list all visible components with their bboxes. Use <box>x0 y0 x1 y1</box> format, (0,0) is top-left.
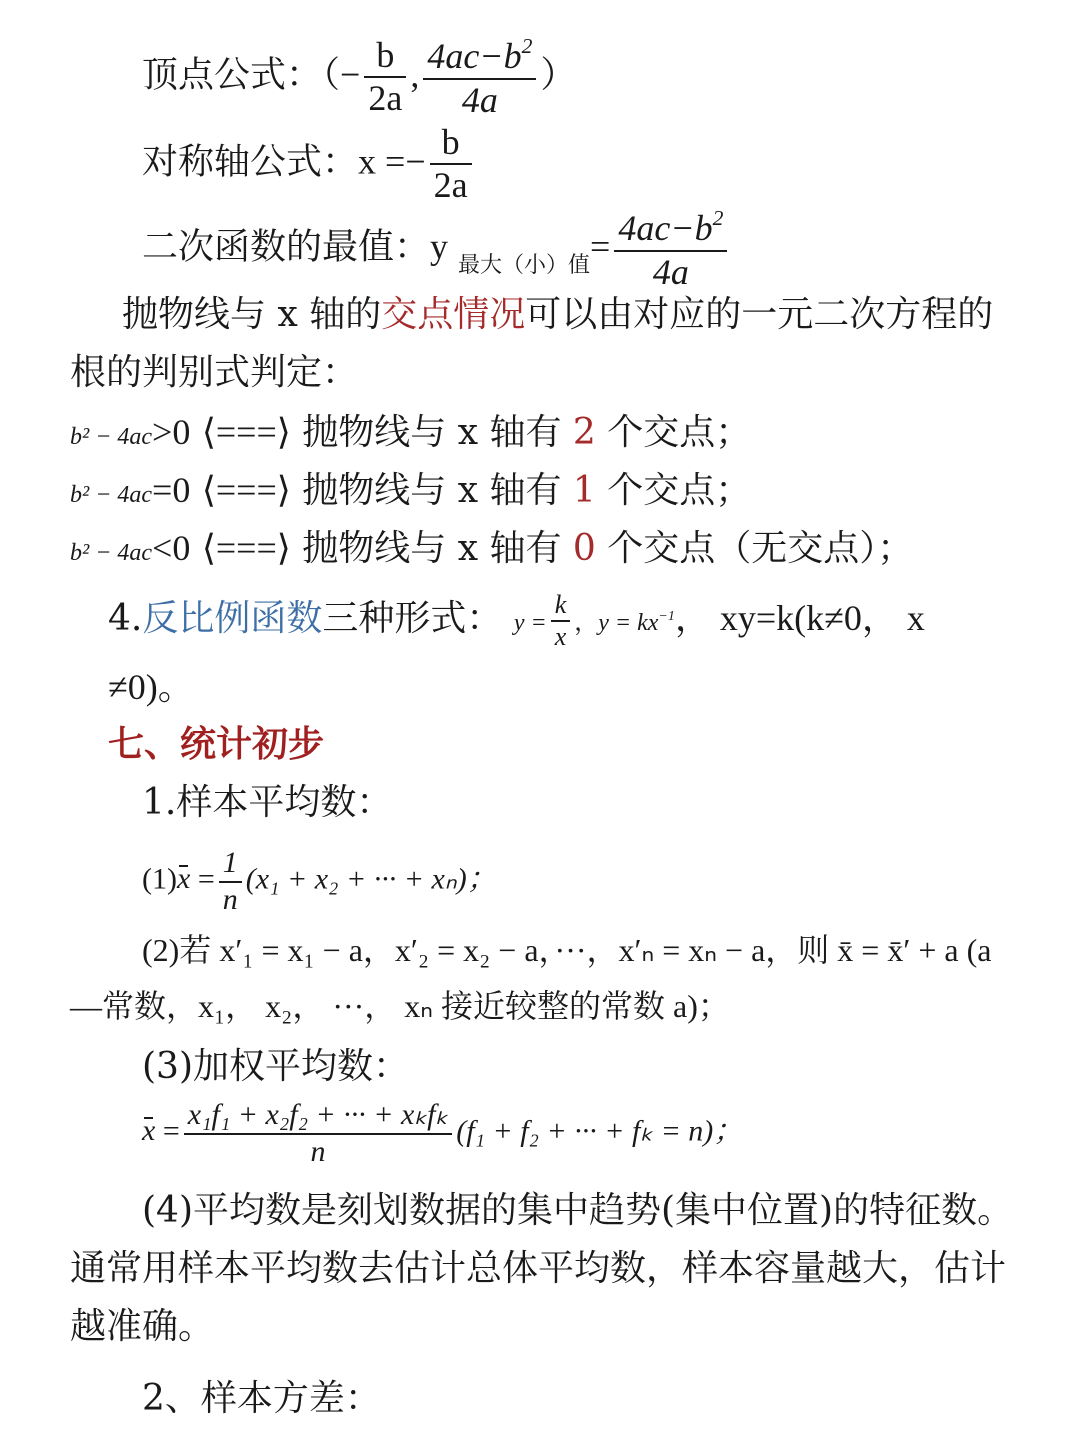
section-heading: 七、统计初步 <box>108 723 325 765</box>
inverse-fraction: $\frac{k}{x}$ <box>551 590 571 652</box>
highlight-inverse: 反比例函数 <box>142 597 323 639</box>
intersection-line-1: 抛物线与 x 轴的交点情况可以由对应的一元二次方程的 <box>122 294 994 335</box>
mean-formula-2-line-2: —常数，x₁， x₂， ···， xₙ 接近较整的常数 a)； <box>70 988 730 1024</box>
weighted-mean-formula: x = $\frac{\text{x₁f₁ + x₂f₂ + ··· + xₖfₖ}}{n}$ (f₁ + f₂ + ··· + fₖ = n)； <box>142 1098 744 1168</box>
mean-formula-2-line-1: (2)若 x′₁ = x₁ − a，x′₂ = x₂ − a，···，x′ₙ = xₙ − a，则 x̄ = x̄′ + a (a <box>142 932 992 968</box>
vertex-fraction-1: $\frac{b}{2a}$ <box>364 35 406 120</box>
axis-label: 对称轴公式： <box>142 141 359 183</box>
mean-note-line-3: 越准确。 <box>70 1306 215 1347</box>
inverse-line-2: ≠0)。 <box>108 667 194 707</box>
extreme-formula: 二次函数的最值：y $_{最大(小)值}$= $\frac{4ac-b^2}{4a}$ <box>142 206 731 293</box>
mean-note-line-2: 通常用样本平均数去估计总体平均数，样本容量越大，估计 <box>70 1248 1007 1289</box>
case-row: b² − 4ac=0 ⟨===⟩ 抛物线与 x 轴有 1 个交点； <box>70 470 752 511</box>
weighted-mean-title: (3)加权平均数： <box>142 1046 409 1087</box>
inverse-line-1: 4.反比例函数三种形式： y = $\frac{k}{x}$ ，$y = kx^{-1}$， xy=k(k≠0， x <box>108 590 925 651</box>
axis-formula: 对称轴公式：x =− $\frac{b}{2a}$ <box>142 122 476 207</box>
vertex-label: 顶点公式： <box>142 54 323 96</box>
mean-note-line-1: (4)平均数是刻划数据的集中趋势(集中位置)的特征数。 <box>142 1190 1014 1231</box>
extreme-label: 二次函数的最值： <box>142 226 431 268</box>
mean-formula-1: (1)x = $\frac{1}{n}$ (x₁ + x₂ + ··· + xₙ)； <box>142 846 497 916</box>
variance-title: 2、样本方差： <box>142 1378 381 1419</box>
mean-fraction: $\frac{1}{n}$ <box>219 846 242 917</box>
vertex-formula: 顶点公式：（− $\frac{b}{2a}$ , $\frac{4ac-b^2}{4a}$ ） <box>142 34 577 120</box>
weighted-fraction: $\frac{\text{x₁f₁ + x₂f₂ + ··· + xₖfₖ}}{n}$ <box>184 1098 452 1169</box>
highlight-intersection: 交点情况 <box>381 294 526 335</box>
intersection-line-2: 根的判别式判定： <box>70 352 359 393</box>
vertex-fraction-2: $\frac{4ac-b^2}{4a}$ <box>423 34 536 121</box>
mean-title: 1.样本平均数： <box>142 782 393 823</box>
case-row: b² − 4ac<0 ⟨===⟩ 抛物线与 x 轴有 0 个交点（无交点）； <box>70 528 914 569</box>
axis-fraction: $\frac{b}{2a}$ <box>430 122 472 207</box>
case-row: b² − 4ac>0 ⟨===⟩ 抛物线与 x 轴有 2 个交点； <box>70 412 752 453</box>
extreme-fraction: $\frac{4ac-b^2}{4a}$ <box>614 206 727 293</box>
